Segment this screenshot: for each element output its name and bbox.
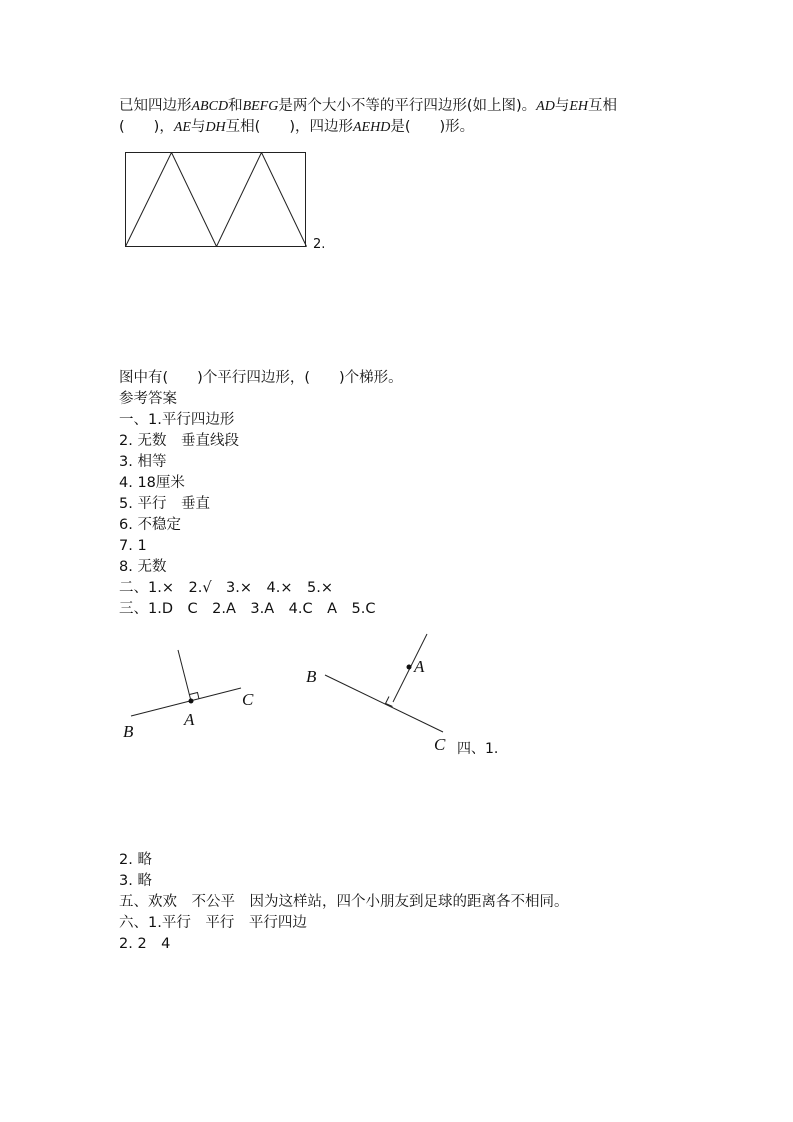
question-count-shapes: 图中有( )个平行四边形，( )个梯形。 <box>119 370 403 386</box>
label-dh: DH <box>205 120 226 135</box>
answer-line: 三、1.D C 2.A 3.A 4.C A 5.C <box>119 601 376 617</box>
question-text-line-2 <box>119 117 474 138</box>
text-fragment: 是两个大小不等的平行四边形(如上图)。 <box>278 98 537 114</box>
answer-line: 4. 18厘米 <box>119 475 185 491</box>
label-befg: BEFG <box>242 99 279 114</box>
left-right-angle-mark <box>190 693 200 700</box>
text-fragment: 和 <box>228 98 243 114</box>
right-label-a: A <box>414 657 425 676</box>
figure-diagonal-4 <box>262 153 307 247</box>
label-ad: AD <box>536 99 555 114</box>
text-fragment: 是( )形。 <box>390 119 475 135</box>
answer-line: 5. 平行 垂直 <box>119 496 210 512</box>
answer-line: 2. 略 <box>119 852 152 868</box>
label-eh: EH <box>569 99 588 114</box>
left-label-c: C <box>242 690 254 709</box>
answer-line: 二、1.× 2.√ 3.× 4.× 5.× <box>119 580 334 596</box>
text-fragment: 互相 <box>587 98 617 114</box>
parallelogram-trapezoid-figure <box>120 148 320 252</box>
answer-line: 五、欢欢 不公平 因为这样站，四个小朋友到足球的距离各不相同。 <box>119 894 569 910</box>
text-fragment: 已知四边形 <box>119 98 192 114</box>
figure-number: 2. <box>313 237 326 252</box>
label-abcd: ABCD <box>191 99 229 114</box>
right-line-bc <box>325 675 443 732</box>
perpendicular-figure <box>110 625 460 755</box>
text-fragment: 与 <box>554 98 570 114</box>
answer-line: 2. 无数 垂直线段 <box>119 433 239 449</box>
text-fragment: 互相( )，四边形 <box>225 119 353 135</box>
left-point-a <box>189 699 194 704</box>
answer-line: 8. 无数 <box>119 559 167 575</box>
answers-heading: 参考答案 <box>119 391 177 407</box>
left-perpendicular <box>178 650 191 701</box>
figure-diagonal-2 <box>172 153 217 247</box>
text-fragment: ( )， <box>119 119 174 135</box>
label-aehd: AEHD <box>353 120 391 135</box>
right-label-c: C <box>434 735 446 754</box>
answer-line: 六、1.平行 平行 平行四边 <box>119 915 307 931</box>
answer-line: 3. 略 <box>119 873 152 889</box>
left-label-b: B <box>123 722 134 741</box>
answer-line: 7. 1 <box>119 538 147 554</box>
text-fragment: 与 <box>190 119 206 135</box>
figure-answer-number: 四、1. <box>457 741 499 757</box>
right-point-a <box>407 665 412 670</box>
answer-line: 6. 不稳定 <box>119 517 181 533</box>
answer-line: 3. 相等 <box>119 454 167 470</box>
answer-line: 2. 2 4 <box>119 936 171 952</box>
label-ae: AE <box>173 120 191 135</box>
left-label-a: A <box>184 710 195 729</box>
right-label-b: B <box>306 667 317 686</box>
figure-diagonal-1 <box>126 153 172 247</box>
question-text-line-1 <box>119 96 617 117</box>
answer-line: 一、1.平行四边形 <box>119 412 235 428</box>
figure-diagonal-3 <box>217 153 262 247</box>
figure-outer-rectangle <box>126 153 306 247</box>
